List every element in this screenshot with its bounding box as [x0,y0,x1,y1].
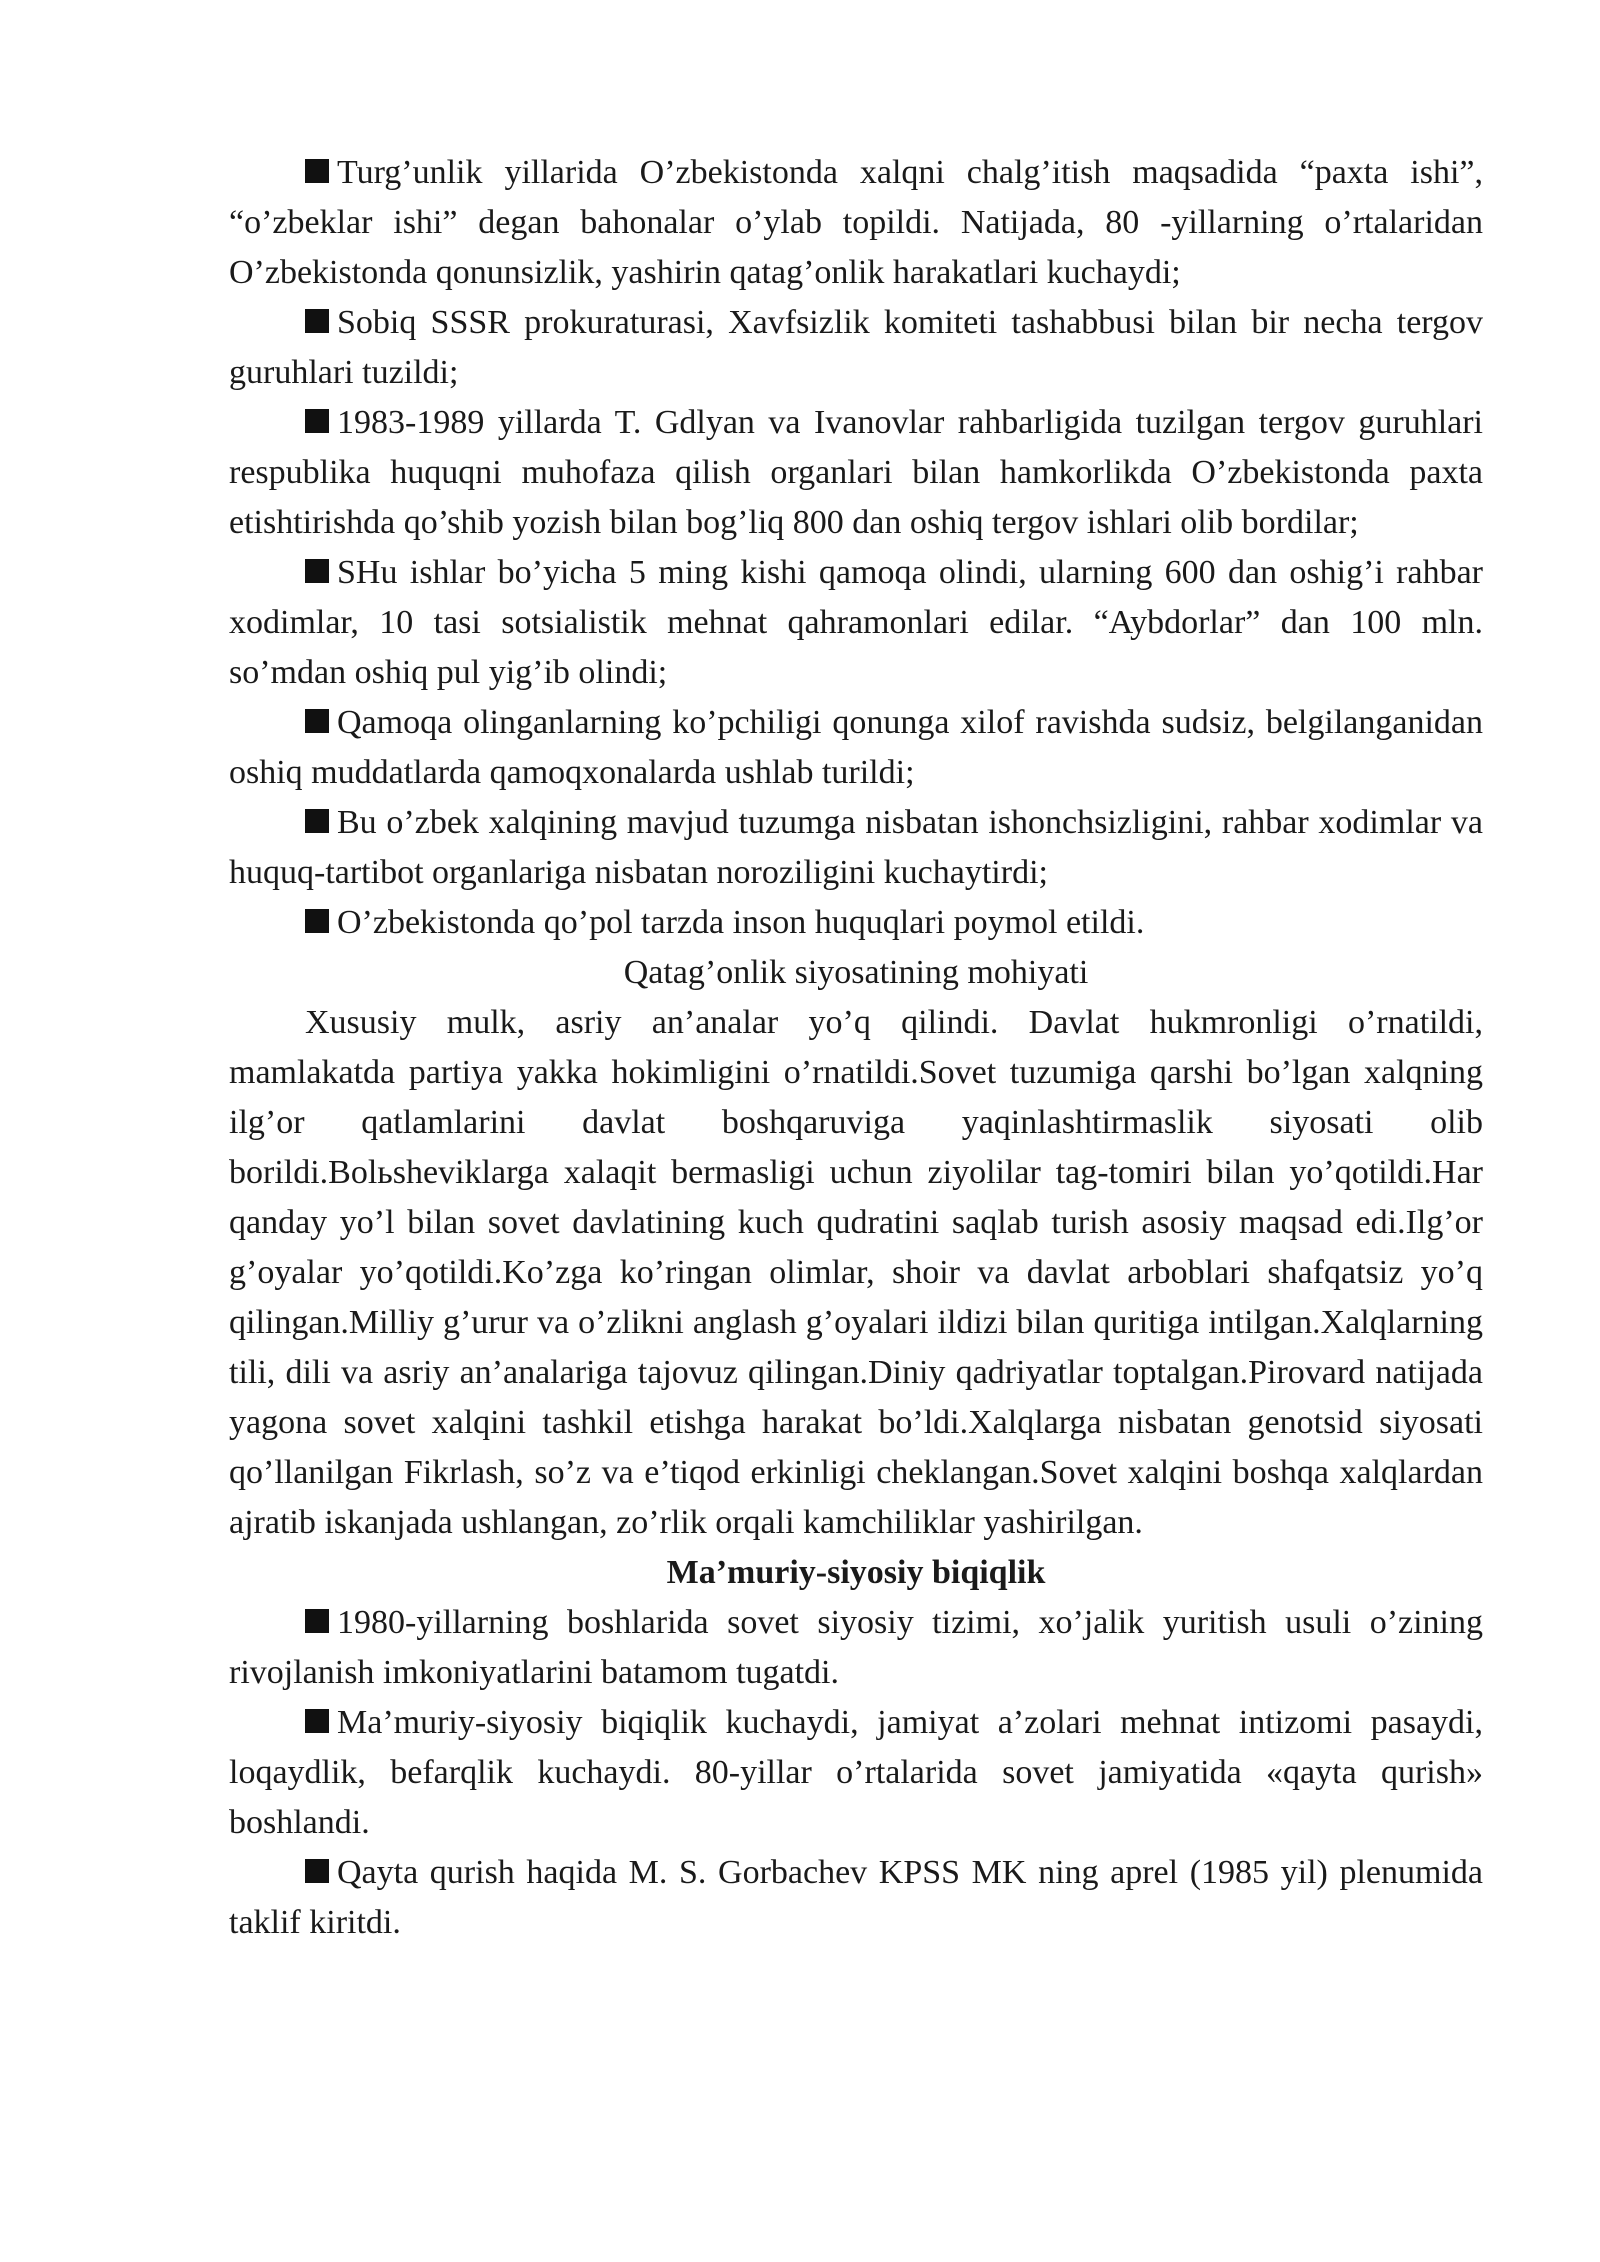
bullet-paragraph [229,298,1483,398]
bullet-text: Ma’muriy-siyosiy biqiqlik kuchaydi, jamiyat a’zolari mehnat intizomi pasaydi, loqaydlik, befarqlik kuchaydi. 80-yillar o’rtalarida sovet jamiyatida «qayta qurish» boshlandi. [229,1704,1483,1841]
section-heading: Qatag’onlik siyosatining mohiyati [623,954,1089,991]
bullet-text: SHu ishlar bo’yicha 5 ming kishi qamoqa olindi, ularning 600 dan oshig’i rahbar xodimlar, 10 tasi sotsialistik mehnat qahramonlari edilar. “Aybdorlar” dan 100 mln. so’mdan oshiq pul yig’ib olindi; [229,554,1483,691]
bullet-paragraph [229,148,1483,298]
black-square-icon [305,409,329,433]
black-square-icon [305,1609,329,1633]
black-square-icon [305,1709,329,1733]
black-square-icon [305,809,329,833]
bullet-paragraph [229,1598,1483,1698]
bullet-text: 1983-1989 yillarda T. Gdlyan va Ivanovlar rahbarligida tuzilgan tergov guruhlari respublika huquqni muhofaza qilish organlari bilan hamkorlikda O’zbekistonda paxta etishtirishda qo’shib yozish bilan bog’liq 800 dan oshiq tergov ishlari olib bordilar; [229,404,1483,541]
black-square-icon [305,159,329,183]
black-square-icon [305,559,329,583]
bullet-paragraph [229,698,1483,798]
black-square-icon [305,309,329,333]
bullet-paragraph [229,898,1483,948]
bullet-paragraph [229,1698,1483,1848]
section-heading-bold: Ma’muriy-siyosiy biqiqlik [666,1554,1046,1591]
bullet-text: Turg’unlik yillarida O’zbekistonda xalqni chalg’itish maqsadida “paxta ishi”, “o’zbeklar ishi” degan bahonalar o’ylab topildi. Natijada, 80 -yillarning o’rtalaridan O’zbekistonda qonunsizlik, yashirin qatag’onlik harakatlari kuchaydi; [229,154,1483,291]
black-square-icon [305,909,329,933]
black-square-icon [305,709,329,733]
bullet-paragraph [229,798,1483,898]
bullet-text: Sobiq SSSR prokuraturasi, Xavfsizlik komiteti tashabbusi bilan bir necha tergov guruhlari tuzildi; [229,304,1483,391]
black-square-icon [305,1859,329,1883]
bullet-text: O’zbekistonda qo’pol tarzda inson huquqlari poymol etildi. [337,904,1145,941]
bullet-text: 1980-yillarning boshlarida sovet siyosiy tizimi, xo’jalik yuritish usuli o’zining rivojlanish imkoniyatlarini batamom tugatdi. [229,1604,1483,1691]
bullet-paragraph [229,1848,1483,1948]
bullet-paragraph [229,398,1483,548]
bullet-paragraph [229,548,1483,698]
bullet-text: Qamoqa olinganlarning ko’pchiligi qonunga xilof ravishda sudsiz, belgilanganidan oshiq muddatlarda qamoqxonalarda ushlab turildi; [229,704,1483,791]
body-paragraph: Xususiy mulk, asriy an’analar yo’q qilindi. Davlat hukmronligi o’rnatildi, mamlakatda partiya yakka hokimligini o’rnatildi.Sovet tuzumiga qarshi bo’lgan xalqning ilg’or qatlamlarini davlat boshqaruviga yaqinlashtirmaslik siyosati olib borildi.Bolьsheviklarga xalaqit bermasligi uchun ziyolilar tag-tomiri bilan yo’qotildi.Har qanday yo’l bilan sovet davlatining kuch qudratini saqlab turish asosiy maqsad edi.Ilg’or g’oyalar yo’qotildi.Ko’zga ko’ringan olimlar, shoir va davlat arboblari shafqatsiz yo’q qilingan.Milliy g’urur va o’zlikni anglash g’oyalari ildizi bilan quritiga intilgan.Xalqlarning tili, dili va asriy an’analariga tajovuz qilingan.Diniy qadriyatlar toptalgan.Pirovard natijada yagona sovet xalqini tashkil etishga harakat bo’ldi.Xalqlarga nisbatan genotsid siyosati qo’llanilgan Fikrlash, so’z va e’tiqod erkinligi cheklangan.Sovet xalqini boshqa xalqlardan ajratib iskanjada ushlangan, zo’rlik orqali kamchiliklar yashirilgan. [229,1004,1483,1541]
bullet-text: Qayta qurish haqida M. S. Gorbachev KPSS MK ning aprel (1985 yil) plenumida taklif kiritdi. [229,1854,1483,1941]
document-page [229,148,1483,1948]
bullet-text: Bu o’zbek xalqining mavjud tuzumga nisbatan ishonchsizligini, rahbar xodimlar va huquq-tartibot organlariga nisbatan noroziligini kuchaytirdi; [229,804,1483,891]
